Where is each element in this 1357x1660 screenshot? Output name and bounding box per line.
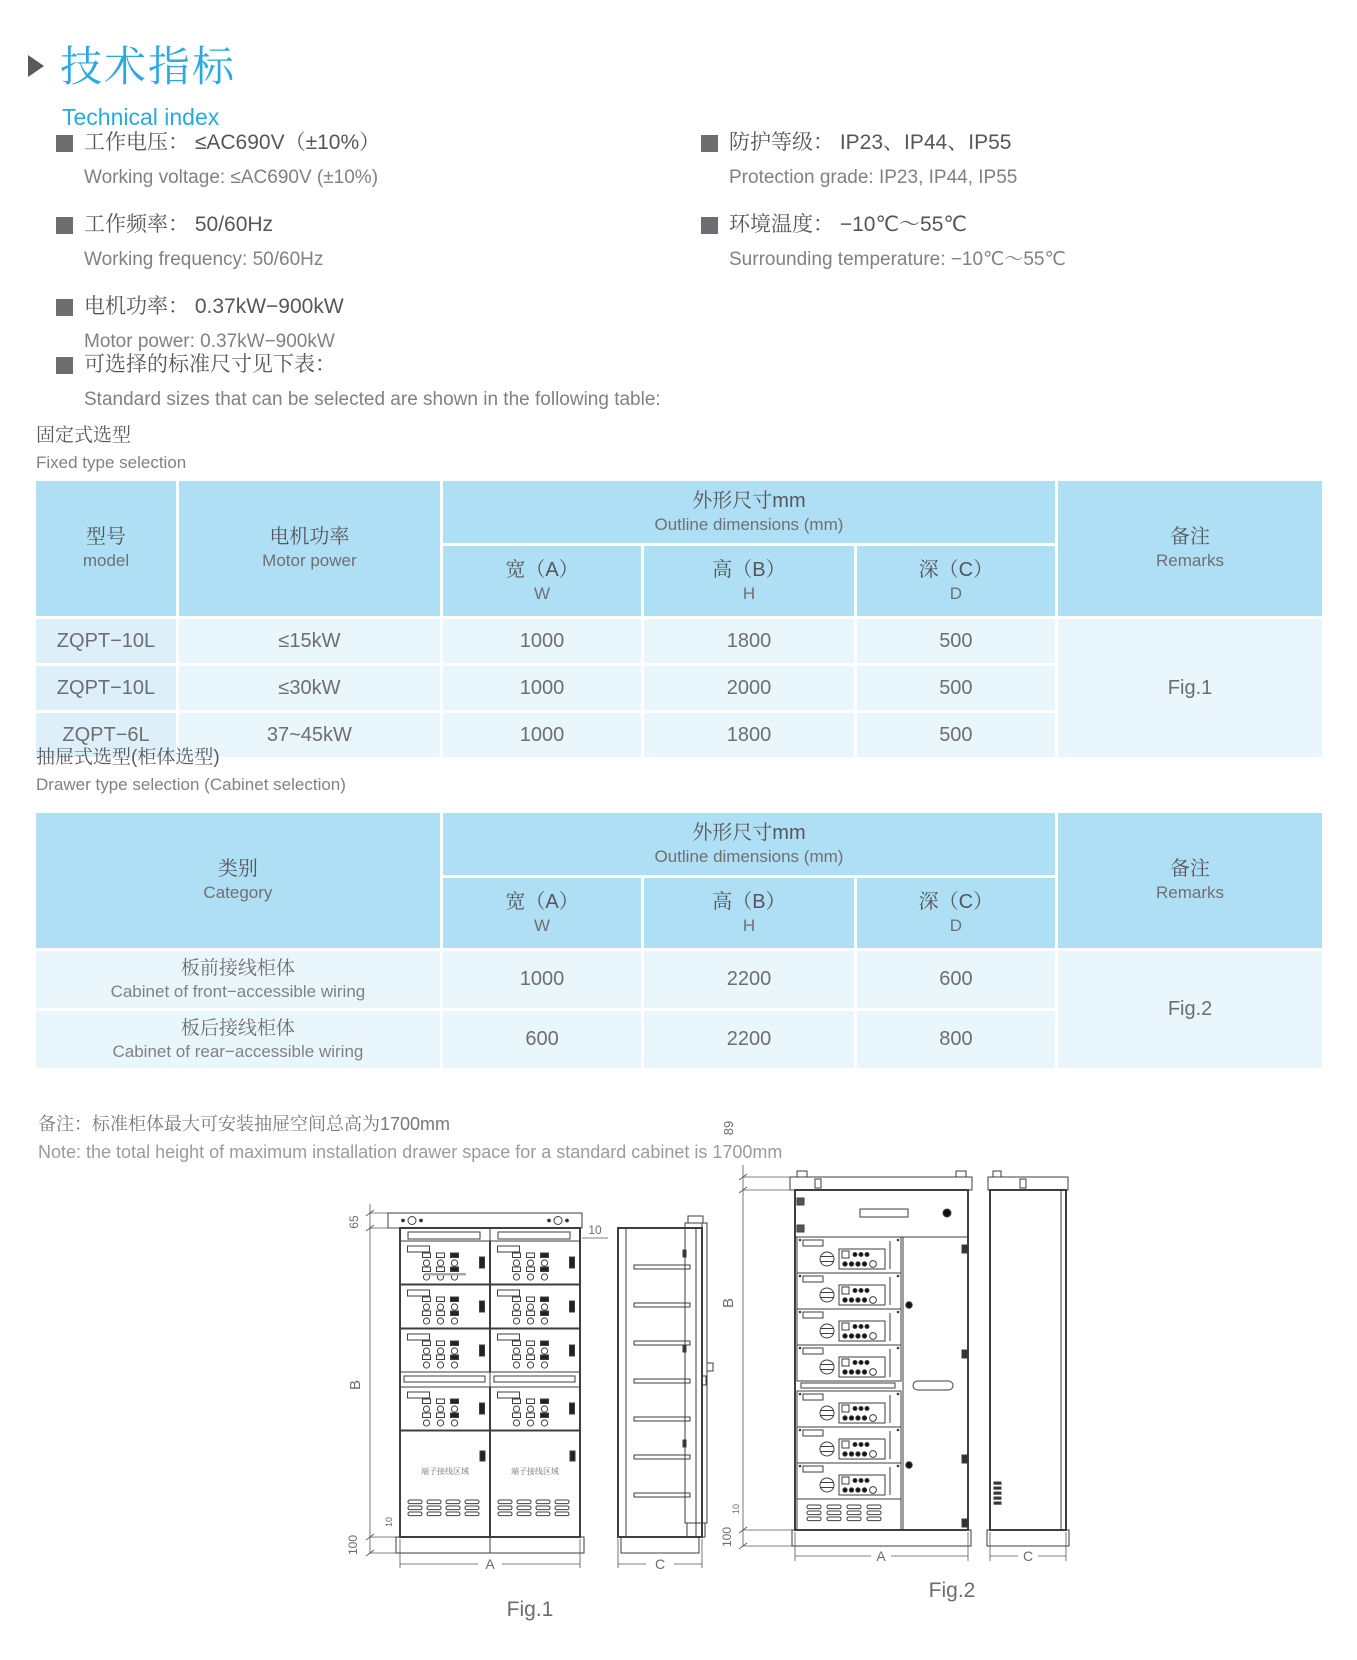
header-en: Motor power <box>262 551 357 570</box>
category-en: Cabinet of front−accessible wiring <box>110 982 366 1001</box>
header-en: D <box>949 915 963 935</box>
spec-en-text: Working frequency: 50/60Hz <box>84 249 324 270</box>
fig1-dim-depth: C <box>654 1556 666 1572</box>
spec-column-right <box>701 130 1316 376</box>
fig2-dim-height: B <box>720 1297 737 1309</box>
col-header-width <box>443 878 641 948</box>
spec-zh-text: 可选择的标准尺寸见下表： <box>84 353 336 376</box>
section-fixed-type <box>36 424 186 473</box>
table-row <box>36 619 1322 663</box>
square-bullet-icon <box>56 135 73 152</box>
col-header-category <box>36 813 440 948</box>
category-en: Cabinet of rear−accessible wiring <box>112 1042 364 1061</box>
fig1-dim-gap: 10 <box>588 1223 602 1237</box>
header-zh: 高（B） <box>712 558 786 581</box>
fig2-drawing <box>675 1095 1105 1620</box>
cell-height: 2200 <box>644 1011 853 1068</box>
page-title: 技术指标 <box>60 43 237 90</box>
header-en: W <box>534 915 551 935</box>
cell-height: 1800 <box>644 619 853 663</box>
table-row <box>36 951 1322 1008</box>
fig1-dim-cap: 65 <box>347 1215 361 1229</box>
category-zh: 板后接线柜体 <box>180 1018 295 1039</box>
category-zh: 板前接线柜体 <box>180 958 295 979</box>
cell-category <box>36 951 440 1008</box>
cell-depth: 500 <box>857 666 1055 710</box>
cell-height: 1800 <box>644 713 853 757</box>
header-zh: 电机功率 <box>269 526 350 548</box>
header-zh: 类别 <box>217 858 258 880</box>
fig2-dim-vent: 10 <box>731 1503 741 1515</box>
spec-zh-text: 电机功率： 0.37kW−900kW <box>84 295 344 318</box>
fig2-dim-base: 100 <box>720 1526 734 1548</box>
fig2-right-door <box>906 1245 968 1527</box>
header-en: model <box>82 551 130 570</box>
cell-width: 1000 <box>443 619 641 663</box>
header-en: W <box>534 583 551 603</box>
cell-depth: 800 <box>857 1011 1055 1068</box>
fig1-drawing <box>340 1140 720 1635</box>
cell-model: ZQPT−10L <box>36 666 176 710</box>
square-bullet-icon <box>701 217 718 234</box>
spec-zh-text: 环境温度： −10℃～55℃ <box>729 213 967 236</box>
fig2-base <box>792 1530 971 1546</box>
fig2-caption: Fig.2 <box>928 1579 976 1602</box>
section-drawer-type <box>36 746 346 795</box>
col-header-height <box>644 546 853 616</box>
cell-remarks: Fig.2 <box>1058 951 1322 1068</box>
page-header <box>28 34 236 131</box>
fig1-terminal-label: 端子接线区域 <box>421 1467 469 1476</box>
col-header-outline-dimensions <box>443 481 1055 543</box>
header-en: Category <box>203 883 273 902</box>
header-zh: 备注 <box>1170 526 1211 548</box>
header-en: Outline dimensions (mm) <box>654 514 844 534</box>
fig1-dim-vent: 10 <box>384 1516 394 1528</box>
fig1-dim-width: A <box>485 1556 495 1572</box>
square-bullet-icon <box>701 135 718 152</box>
fig1-dim-base: 100 <box>346 1534 360 1556</box>
fig1-dimension-lines <box>366 1204 702 1568</box>
col-header-depth <box>857 546 1055 616</box>
col-header-outline-dimensions <box>443 813 1055 875</box>
spec-en-text: Protection grade: IP23, IP44, IP55 <box>729 167 1018 188</box>
cell-depth: 600 <box>857 951 1055 1008</box>
fig2-dim-width: A <box>876 1548 886 1564</box>
section-title-zh: 抽屉式选型(柜体选型) <box>36 747 220 768</box>
header-en: H <box>742 583 756 603</box>
header-zh: 外形尺寸mm <box>692 821 806 844</box>
section-title-zh: 固定式选型 <box>36 425 132 446</box>
square-bullet-icon <box>56 357 73 374</box>
spec-item-working-frequency <box>56 212 701 272</box>
cell-width: 1000 <box>443 951 641 1008</box>
spec-zh-text: 工作频率： 50/60Hz <box>84 213 274 236</box>
fig2-front-view <box>790 1171 972 1546</box>
spec-en-text: Working voltage: ≤AC690V (±10%) <box>84 167 379 188</box>
cell-width: 1000 <box>443 713 641 757</box>
header-en: Remarks <box>1156 883 1225 902</box>
spec-list <box>56 130 1316 376</box>
header-zh: 深（C） <box>918 558 994 581</box>
cell-model: ZQPT−6L <box>36 713 176 757</box>
fig1-top-cap <box>388 1213 582 1228</box>
cell-power: 37~45kW <box>179 713 440 757</box>
spec-zh-text: 工作电压： ≤AC690V（±10%） <box>84 131 381 154</box>
cell-depth: 500 <box>857 713 1055 757</box>
header-zh: 宽（A） <box>505 890 579 913</box>
header-zh: 高（B） <box>712 890 786 913</box>
spec-column-left <box>56 130 701 376</box>
section-title-en: Drawer type selection (Cabinet selection) <box>36 775 346 794</box>
cell-width: 600 <box>443 1011 641 1068</box>
cell-height: 2200 <box>644 951 853 1008</box>
col-header-remarks <box>1058 481 1322 616</box>
fig1-terminal-section <box>401 1431 580 1537</box>
col-header-remarks <box>1058 813 1322 948</box>
footnote-en: Note: the total height of maximum installation drawer space for a standard cabinet is 1700mm <box>38 1142 783 1162</box>
cell-category <box>36 1011 440 1068</box>
spec-zh-text: 防护等级： IP23、IP44、IP55 <box>729 131 1012 154</box>
cell-model: ZQPT−10L <box>36 619 176 663</box>
cell-width: 1000 <box>443 666 641 710</box>
spec-item-surrounding-temperature <box>701 212 1316 272</box>
square-bullet-icon <box>56 217 73 234</box>
header-en: Remarks <box>1156 551 1225 570</box>
spec-item-working-voltage <box>56 130 701 190</box>
fig2-side-view <box>987 1171 1069 1546</box>
header-zh: 深（C） <box>918 890 994 913</box>
col-header-motor-power <box>179 481 440 616</box>
fixed-type-table <box>33 478 1325 760</box>
square-bullet-icon <box>56 299 73 316</box>
fig2-dim-cap: 89 <box>721 1120 736 1136</box>
page-subtitle: Technical index <box>62 104 220 130</box>
fig2-edge-view <box>683 1216 713 1537</box>
fig1-front-view <box>396 1228 584 1553</box>
footnote-zh: 备注：标准柜体最大可安装抽屉空间总高为1700mm <box>38 1114 451 1134</box>
col-header-height <box>644 878 853 948</box>
col-header-width <box>443 546 641 616</box>
spec-item-motor-power <box>56 294 701 354</box>
header-zh: 型号 <box>85 526 126 548</box>
spec-en-text: Standard sizes that can be selected are shown in the following table: <box>84 389 661 410</box>
spec-en-text: Motor power: 0.37kW−900kW <box>84 331 335 352</box>
fig2-dim-depth: C <box>1022 1548 1034 1564</box>
col-header-model <box>36 481 176 616</box>
header-en: D <box>949 583 963 603</box>
fig1-terminal-label: 端子接线区域 <box>511 1467 559 1476</box>
header-zh: 宽（A） <box>505 558 579 581</box>
header-en: Outline dimensions (mm) <box>654 846 844 866</box>
spec-item-protection-grade <box>701 130 1316 190</box>
spec-en-text: Surrounding temperature: −10℃～55℃ <box>729 249 1066 270</box>
header-en: H <box>742 915 756 935</box>
cell-depth: 500 <box>857 619 1055 663</box>
triangle-bullet-icon <box>28 55 44 77</box>
cell-power: ≤30kW <box>179 666 440 710</box>
cell-remarks: Fig.1 <box>1058 619 1322 757</box>
section-title-en: Fixed type selection <box>36 453 187 472</box>
header-zh: 外形尺寸mm <box>692 489 806 512</box>
cell-power: ≤15kW <box>179 619 440 663</box>
cell-height: 2000 <box>644 666 853 710</box>
drawer-type-table <box>33 810 1325 1071</box>
header-zh: 备注 <box>1170 858 1211 880</box>
spec-item-standard-sizes <box>56 352 661 412</box>
fig1-caption: Fig.1 <box>506 1598 554 1621</box>
col-header-depth <box>857 878 1055 948</box>
fig1-dim-height: B <box>347 1379 364 1391</box>
